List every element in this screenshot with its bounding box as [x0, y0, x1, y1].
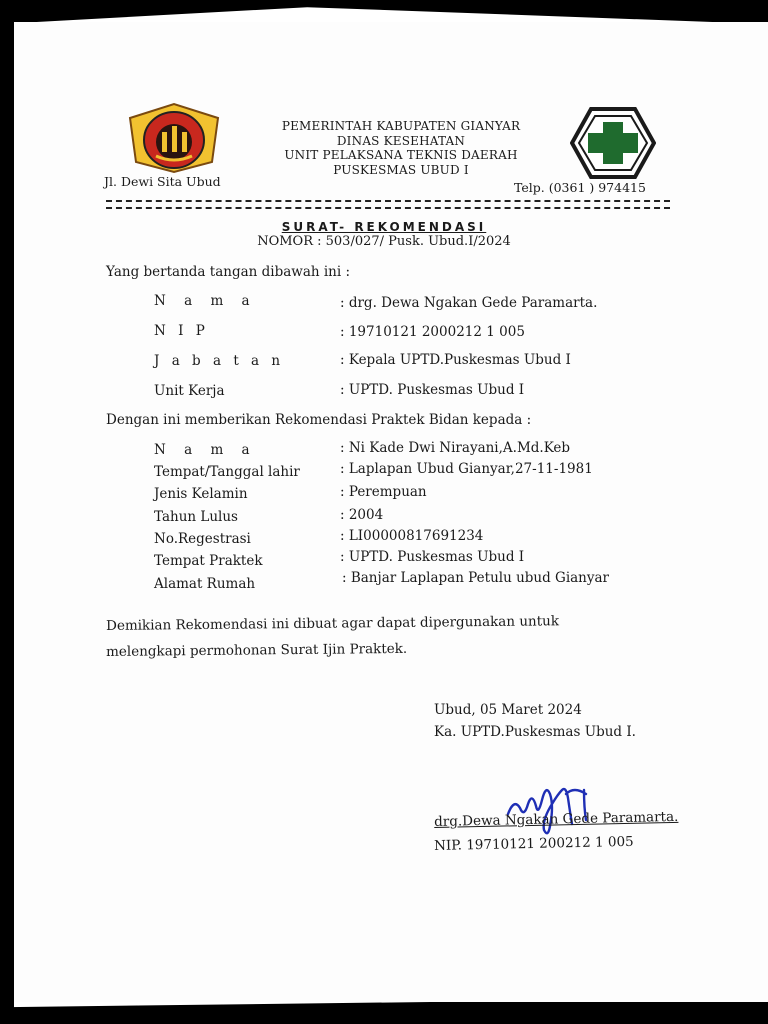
- official-position-value: : Kepala UPTD.Puskesmas Ubud I: [340, 352, 571, 368]
- scan-border-left: [0, 0, 14, 1024]
- official-nip-value: : 19710121 2000212 1 005: [340, 324, 525, 340]
- official-position-label: J a b a t a n: [154, 353, 285, 369]
- letter-title: SURAT- REKOMENDASI: [281, 220, 487, 234]
- letterhead-institution: [246, 119, 556, 177]
- letterhead-line-2: DINAS KESEHATAN: [336, 133, 466, 148]
- recipient-address-value: : Banjar Laplapan Petulu ubud Gianyar: [342, 570, 610, 586]
- official-name-value: : drg. Dewa Ngakan Gede Paramarta.: [340, 295, 598, 311]
- signer-nip: NIP. 19710121 200212 1 005: [434, 833, 634, 854]
- letterhead-divider: [106, 200, 670, 209]
- recipient-name-label: N a m a: [154, 442, 257, 458]
- letter-page: [14, 22, 768, 1002]
- letterhead-address: Jl. Dewi Sita Ubud: [104, 174, 221, 189]
- official-unit-value: : UPTD. Puskesmas Ubud I: [340, 382, 525, 398]
- letterhead-phone: Telp. (0361 ) 974415: [514, 180, 646, 195]
- recipient-registration-value: : LI00000817691234: [340, 528, 484, 544]
- recipient-address-label: Alamat Rumah: [154, 576, 256, 592]
- signer-position: Ka. UPTD.Puskesmas Ubud I.: [434, 724, 636, 740]
- recipient-graduation-value: : 2004: [340, 507, 384, 523]
- closing-line-2: melengkapi permohonan Surat Ijin Praktek.: [106, 640, 408, 660]
- official-unit-label: Unit Kerja: [154, 383, 225, 399]
- closing-line-1: Demikian Rekomendasi ini dibuat agar dapat dipergunakan untuk: [106, 613, 560, 634]
- gianyar-regency-crest-icon: [126, 102, 222, 174]
- letterhead-line-4: PUSKESMAS UBUD I: [333, 162, 469, 177]
- statement-text: Dengan ini memberikan Rekomendasi Praktek Bidan kepada :: [106, 412, 532, 428]
- recipient-gender-value: : Perempuan: [340, 484, 427, 500]
- letter-number: NOMOR : 503/027/ Pusk. Ubud.I/2024: [257, 234, 511, 249]
- recipient-graduation-label: Tahun Lulus: [154, 509, 238, 525]
- signing-place-date: Ubud, 05 Maret 2024: [434, 702, 582, 718]
- recipient-birth-label: Tempat/Tanggal lahir: [154, 464, 300, 480]
- handwritten-signature: [500, 764, 610, 842]
- recipient-practice-place-value: : UPTD. Puskesmas Ubud I: [340, 549, 525, 565]
- signer-name: drg.Dewa Ngakan Gede Paramarta.: [434, 808, 679, 830]
- recipient-name-value: : Ni Kade Dwi Nirayani,A.Md.Keb: [340, 440, 571, 456]
- official-name-label: N a m a: [154, 293, 257, 309]
- letterhead-line-3: UNIT PELAKSANA TEKNIS DAERAH: [284, 148, 518, 162]
- scan-border-top: [0, 0, 768, 24]
- puskesmas-cross-icon: [570, 106, 656, 180]
- official-nip-label: N I P: [154, 323, 209, 339]
- recipient-gender-label: Jenis Kelamin: [154, 486, 248, 502]
- recipient-registration-label: No.Regestrasi: [154, 531, 251, 547]
- recipient-birth-value: : Laplapan Ubud Gianyar,27-11-1981: [340, 461, 593, 477]
- recipient-practice-place-label: Tempat Praktek: [154, 553, 263, 569]
- intro-text: Yang bertanda tangan dibawah ini :: [106, 264, 351, 280]
- letterhead-line-1: PEMERINTAH KABUPATEN GIANYAR: [281, 119, 521, 133]
